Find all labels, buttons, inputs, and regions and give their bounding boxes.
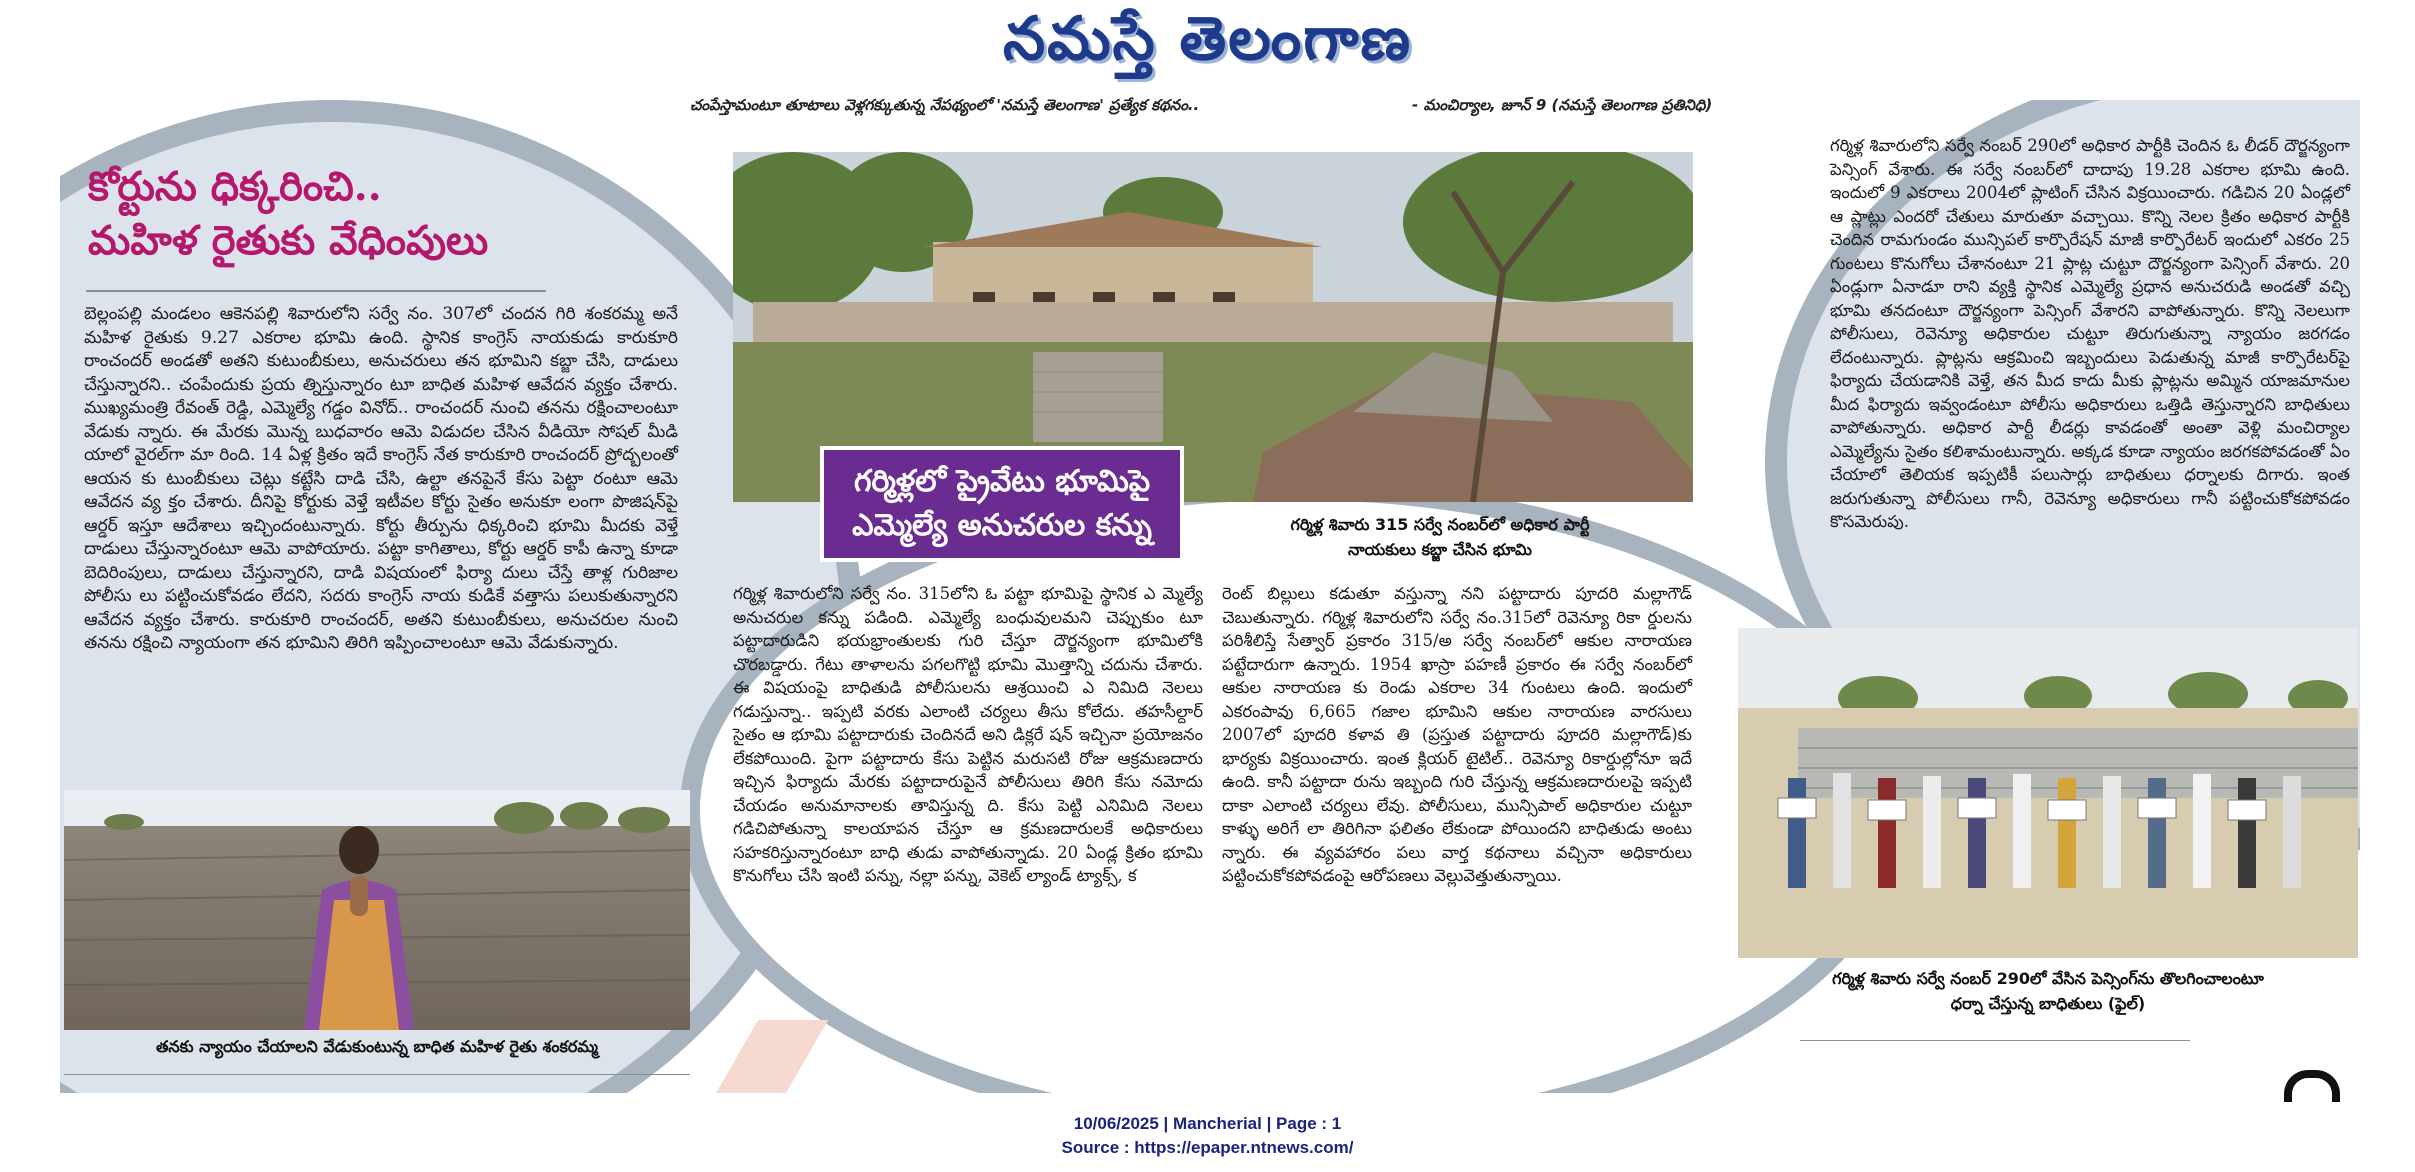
right-bottom-rule bbox=[1800, 1040, 2190, 1041]
overlay-headline-line1: గర్మిళ్లలో ప్రైవేటు భూమిపై bbox=[853, 464, 1151, 499]
footer-source-link[interactable]: Source : https://epaper.ntnews.com/ bbox=[1061, 1138, 1354, 1157]
left-photo-caption: తనకు న్యాయం చేయాలని వేడుకుంటున్న బాధిత మహిళ రైతు శంకరమ్మ bbox=[155, 1037, 599, 1056]
farmer-photo bbox=[64, 790, 690, 1030]
center-story-column-1: గర్మిళ్ల శివారులోని సర్వే నం. 315లోని ఓ పట్టా భూమిపై స్థానిక ఎ మ్మెల్యే అనుచరుల కన్ను పడింది. ఎమ్మెల్యే బంధువులమని చెప్పుకుం టూ పట్టాదారుడిని భయభ్రాంతులకు గురి చేస్తూ దౌర్జన్యంగా భూమిలోకి చొరబడ్డారు. గేటు తాళాలను పగలగొట్టి భూమి మొత్తాన్ని చదును చేశారు. ఈ విషయంపై బాధితుడి పోలీసులను ఆశ్రయించి ఎ నిమిది నెలలు గడుస్తున్నా.. ఇప్పటి వరకు ఎలాంటి చర్యలు తీసు కోలేదు. తహసీల్దార్ సైతం ఆ భూమి పట్టాదారుకు చెందినదే అని డిక్లరే షన్ ఇచ్చినా ప్రయోజనం లేకపోయింది. పైగా పట్టాదారు కేసు పెట్టిన మరుసటి రోజు ఆక్రమణదారు ఇచ్చిన ఫిర్యాదు మేరకు పట్టాదారుపైనే పోలీసులు తిరిగి కేసు నమోదు చేయడం అనుమానాలకు తావిస్తున్న ది. కేసు పెట్టి ఎనిమిది నెలలు గడిచిపోతున్నా కాలయాపన చేస్తూ ఆ క్రమణదారులకే అధికారులు సహకరిస్తున్నారంటూ బాధి తుడు వాపోతున్నాడు. 20 ఏండ్ల క్రితం భూమి కొనుగోలు చేసి ఇంటి పన్ను, నల్లా పన్ను, వెకెట్ ల్యాండ్ ట్యాక్స్, క bbox=[733, 584, 1203, 885]
protest-photo bbox=[1738, 628, 2358, 958]
center-caption-line2: నాయకులు కబ్జా చేసిన భూమి bbox=[1348, 540, 1532, 559]
center-photo-caption bbox=[1200, 512, 1680, 562]
page-number-fragment bbox=[2284, 1070, 2340, 1102]
overlay-headline-line2: ఎమ్మెల్యే అనుచరుల కన్ను bbox=[852, 508, 1152, 543]
left-headline-line1: కోర్టును ధిక్కరించి.. bbox=[88, 163, 382, 210]
farmer-photo-illustration bbox=[64, 790, 690, 1030]
top-strip-right: - మంచిర్యాల, జూన్ 9 (నమస్తే తెలంగాణ ప్రతినిధి) bbox=[1412, 96, 1713, 114]
center-story-column-2: రెంట్ బిల్లులు కడుతూ వస్తున్నా నని పట్టాదారు పూదరి మల్లాగౌడ్ చెబుతున్నారు. గర్మిళ్ల శివారులోని సర్వే నం.315లో రెవెన్యూ రికా ర్డులను పరిశీలిస్తే సేత్వార్ ప్రకారం 315/అ సర్వే నంబర్‌లో ఆకుల నారాయణ పట్టేదారుగా ఉన్నారు. 1954 ఖాస్రా పహణీ ప్రకారం ఈ సర్వే నంబర్‌లో ఆకుల నారాయణ కు రెండు ఎకరాల 34 గుంటలు ఉంది. ఇందులో ఎకరంపావు 6,665 గజాల భూమిని ఆకుల నారాయణ వారసులు 2007లో పూదరి కళావ తి (ప్రస్తుత పట్టాదారు పూదరి మల్లాగౌడ్)కు భార్యకు విక్రయించారు. ఇంత క్లియర్ టైటిల్.. రెవెన్యూ రికార్డుల్లోనూ ఇదే ఉంది. కానీ పట్టాదా రును ఇబ్బంది గురి చేస్తున్న ఆక్రమణదారులపై ఇప్పటి దాకా ఎలాంటి చర్యలు లేవు. పోలీసులు, మున్సిపాల్ అధికారుల చుట్టూ కాళ్ళు అరిగే లా తిరిగినా ఫలితం లేకుండా పోయిందని బాధితుడు అంటు న్నారు. ఈ వ్యవహారం పలు వార్త కథనాలు వచ్చినా అధికారులు పట్టించుకోకపోవడంపై ఆరోపణలు వెల్లువెత్తుతున్నాయి. bbox=[1222, 584, 1692, 885]
right-caption-line1: గర్మిళ్ల శివారు సర్వే నంబర్ 290లో వేసిన పెన్సింగ్‌ను తొలగించాలంటూ bbox=[1832, 969, 2264, 988]
right-caption-line2: ధర్నా చేస్తున్న బాధితులు (ఫైల్) bbox=[1950, 994, 2146, 1013]
masthead bbox=[0, 0, 2415, 95]
right-photo-caption bbox=[1738, 966, 2358, 1016]
right-story-body: గర్మిళ్ల శివారులోని సర్వే నంబర్ 290లో అధికార పార్టీకి చెందిన ఓ లీడర్ దౌర్జన్యంగా పెన్సింగ్ వేశారు. ఈ సర్వే నంబర్‌లో దాదాపు 19.28 ఎకరాల భూమి ఉంది. ఇందులో 9 ఎకరాలు 2004లో ప్లాటింగ్ చేసిన విక్రయించారు. గడిచిన 20 ఏండ్లలో ఆ ప్లాట్లు ఎందరో చేతులు మారుతూ వచ్చాయి. కొన్ని నెలల క్రితం అధికార పార్టీకి చెందిన రామగుండం మున్సిపల్ కార్పొరేషన్ మాజీ కార్పొరేటర్ ఇందులో ఎకరం 25 గుంటలు కొనుగోలు చేశానంటూ 21 ప్లాట్ల చుట్టూ దౌర్జన్యంగా పెన్సింగ్ వేశారు. 20 ఏండ్లుగా ఏనాడూ రాని వ్యక్తి స్థానిక ఎమ్మెల్యే ప్రధాన అనుచరుడి అండతో వచ్చి భూమి తనదంటూ దౌర్జన్యంగా పెన్సింగ్ వేశారని వాపోతున్నారు. కొన్ని నెలలుగా పోలీసులు, రెవెన్యూ అధికారుల చుట్టూ తిరుగుతున్నా న్యాయం జరగడం లేదంటున్నారు. ప్లాట్లను ఆక్రమించి ఇబ్బందులు పెడుతున్న మాజీ కార్పొరేటర్‌పై ఫిర్యాదు చేయడానికి వెళ్తే, తన మీద కాదు మీకు ప్లాట్లను అమ్మిన యాజమానుల మీద ఫిర్యాదు ఇవ్వండంటూ పోలీసు అధికారులు ఒత్తిడి తెస్తున్నారని బాధితులు వాపోతున్నారు. అధికార పార్టీ లీడర్లు కావడంతో అంతా వెళ్లి మంచిర్యాల ఎమ్మెల్యేను సైతం కలిశామంటున్నారు. అక్కడ కూడా న్యాయం జరగకపోవడంతో ఏం చేయాలో తెలియక ఇప్పటికీ పలుసార్లు బాధితులు ధర్నాలకు దిగారు. ఇంత జరుగుతున్నా పోలీసులు గానీ, రెవెన్యూ అధికారులు గానీ పట్టించుకోకపోవడం కొసమెరుపు. bbox=[1830, 136, 2350, 531]
left-bottom-rule bbox=[64, 1074, 690, 1075]
page-footer bbox=[0, 1112, 2415, 1160]
left-headline-rule bbox=[86, 290, 546, 292]
left-headline-line2: మహిళ రైతుకు వేధింపులు bbox=[88, 217, 489, 264]
protest-photo-illustration bbox=[1738, 628, 2358, 958]
top-strip-left: చంపేస్తామంటూ తూటాలు వెళ్లగక్కుతున్న నేపథ్యంలో 'నమస్తే తెలంగాణ' ప్రత్యేక కథనం.. bbox=[690, 96, 1200, 114]
center-overlay-headline bbox=[820, 446, 1184, 562]
center-caption-line1: గర్మిళ్ల శివారు 315 సర్వే నంబర్‌లో అధికార పార్టీ bbox=[1290, 515, 1590, 534]
corner-decoration bbox=[712, 1020, 828, 1093]
footer-edition-info: 10/06/2025 | Mancherial | Page : 1 bbox=[1073, 1114, 1342, 1133]
left-story-body: బెల్లంపల్లి మండలం ఆకెనపల్లి శివారులోని సర్వే నం. 307లో చందన గిరి శంకరమ్మ అనే మహిళ రైతుకు 9.27 ఎకరాల భూమి ఉంది. స్థానిక కాంగ్రెస్ నాయకుడు కారుకూరి రాంచందర్ అండతో అతని కుటుంబీకులు, అనుచరులు తన భూమిని కబ్జా చేసి, దాడులు చేస్తున్నారని.. చంపేందుకు ప్రయ త్నిస్తున్నారం టూ బాధిత మహిళ ఆవేదన వ్యక్తం చేశారు. ముఖ్యమంత్రి రేవంత్ రెడ్డి, ఎమ్మెల్యే గడ్డం వినోద్.. రాంచందర్ నుంచి తనను రక్షించాలంటూ వేడుకు న్నారు. ఈ మేరకు మొన్న బుధవారం ఆమె విడుదల చేసిన వీడియో సోషల్ మీడి యాలో వైరల్‌గా మా రింది. 14 ఏళ్ల క్రితం ఇదే కాంగ్రెస్ నేత కారుకూరి రాంచందర్ ప్రోద్బలంతో ఆయన కు టుంబీకులు చెట్లు కట్టేసి దాడి చేసి, ఉల్టా తనపైనే కేసు పెట్టా రంటూ ఆమె ఆవేదన వ్య క్తం చేశారు. దీనిపై కోర్టుకు వెళ్తే ఇటీవల కోర్టు సైతం అనుకూ లంగా పొజిషన్‌పై ఆర్డర్ ఇస్తూ ఆదేశాలు ఇచ్చిందంటున్నారు. కోర్టు తీర్పును ధిక్కరించి భూమి మీదకు వెళ్తే దాడులు చేస్తున్నారంటూ ఆమె వాపోయారు. పట్టా కాగితాలు, కోర్టు ఆర్డర్ కాపీ ఉన్నా కూడా బెదిరింపులు, దాడులు చేస్తున్నారని, దాడి విషయంలో ఫిర్యా దులు చేస్తే తాళ్ల గురిజాల పోలీసు లు పట్టించుకోవడం లేదని, సదరు కాంగ్రెస్ నాయ కుడికే వత్తాసు పలుకుతున్నారని ఆవేదన వ్యక్తం చేశారు. కారుకూరి రాంచందర్, అతని కుటుంబీకులు, అనుచరుల నుంచి తనను రక్షించి న్యాయంగా తన భూమిని తిరిగి ఇప్పించాలంటూ ఆమె వేడుకున్నారు. bbox=[84, 304, 678, 653]
newspaper-logo: నమస్తే తెలంగాణ bbox=[1002, 4, 1413, 74]
left-headline bbox=[88, 160, 648, 268]
